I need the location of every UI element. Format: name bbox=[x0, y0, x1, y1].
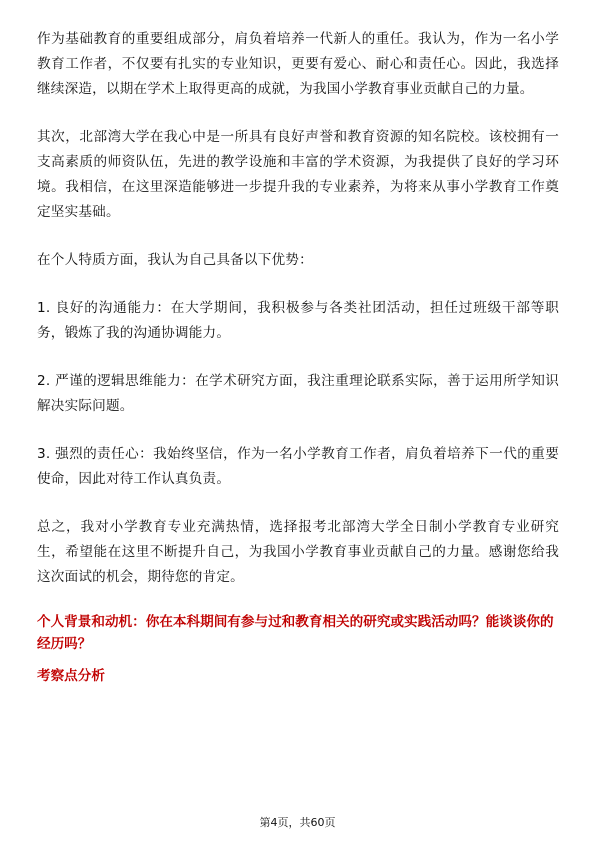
paragraph-conclusion: 总之，我对小学教育专业充满热情，选择报考北部湾大学全日制小学教育专业研究生，希望能在这里不断提升自己，为我国小学教育事业贡献自己的力量。感谢您给我这次面试的机会，期待您的肯定。 bbox=[37, 519, 559, 585]
page-number: 第4页，共60页 bbox=[259, 816, 336, 829]
section-title: 考察点分析 bbox=[37, 668, 105, 684]
paragraph-trait-communication: 1. 良好的沟通能力：在大学期间，我积极参与各类社团活动，担任过班级干部等职务，锻炼了我的沟通协调能力。 bbox=[37, 300, 559, 341]
page-content bbox=[37, 27, 559, 687]
paragraph-traits-intro: 在个人特质方面，我认为自己具备以下优势： bbox=[37, 252, 313, 268]
question-heading: 个人背景和动机：你在本科期间有参与过和教育相关的研究或实践活动吗？能谈谈你的经历吗？ bbox=[37, 614, 554, 652]
paragraph-motivation: 作为基础教育的重要组成部分，肩负着培养一代新人的重任。我认为，作为一名小学教育工作者，不仅要有扎实的专业知识，更要有爱心、耐心和责任心。因此，我选择继续深造，以期在学术上取得更高的成就，为我国小学教育事业贡献自己的力量。 bbox=[37, 31, 559, 97]
paragraph-trait-responsibility: 3. 强烈的责任心：我始终坚信，作为一名小学教育工作者，肩负着培养下一代的重要使命，因此对待工作认真负责。 bbox=[37, 446, 559, 487]
paragraph-school: 其次，北部湾大学在我心中是一所具有良好声誉和教育资源的知名院校。该校拥有一支高素质的师资队伍，先进的教学设施和丰富的学术资源，为我提供了良好的学习环境。我相信，在这里深造能够进一步提升我的专业素养，为将来从事小学教育工作奠定坚实基础。 bbox=[37, 129, 559, 220]
paragraph-trait-logic: 2. 严谨的逻辑思维能力：在学术研究方面，我注重理论联系实际，善于运用所学知识解决实际问题。 bbox=[37, 373, 559, 414]
